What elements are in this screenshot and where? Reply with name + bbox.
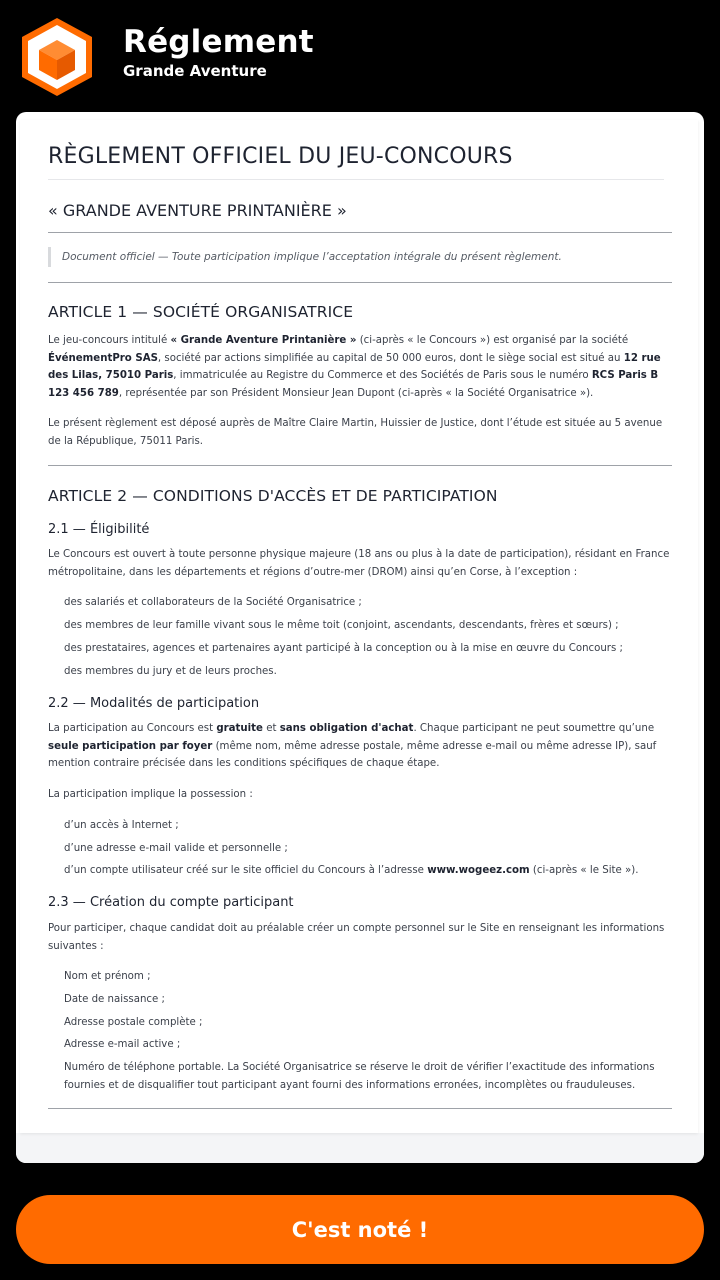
divider: [48, 179, 664, 180]
section-2-1-paragraph: Le Concours est ouvert à toute personne physique majeure (18 ans ou plus à la date de participation), résidant en France métropolitaine, dans les départements et régions d’outre-mer (DROM) ainsi qu’en Corse, à l’exception :: [48, 549, 670, 578]
list-item: des salariés et collaborateurs de la Société Organisatrice ;: [64, 597, 362, 608]
app-title: Réglement: [123, 24, 314, 60]
list-item: des membres de leur famille vivant sous le même toit (conjoint, ascendants, descendants, frères et sœurs) ;: [64, 620, 619, 631]
list-item: Date de naissance ;: [64, 994, 165, 1005]
section-2-2-title: 2.2 — Modalités de participation: [48, 696, 260, 711]
rules-scroll-area[interactable]: [20, 120, 698, 1133]
list-item: d’un compte utilisateur créé sur le site officiel du Concours à l’adresse www.wogeez.com (ci-après « le Site »).: [64, 865, 639, 876]
article-1-paragraph-1: Le jeu-concours intitulé « Grande Aventure Printanière » (ci-après « le Concours ») est organisé par la société ÉvénementPro SAS, société par actions simplifiée au capital de 50 000 euros, dont le siège social est situé au 12 rue des Lilas, 75010 Paris, immatriculée au Registre du Commerce et des Sociétés de Paris sous le numéro RCS Paris B 123 456 789, représentée par son Président Monsieur Jean Dupont (ci-après « la Société Organisatrice »).: [48, 335, 661, 399]
list-item: Numéro de téléphone portable. La Société Organisatrice se réserve le droit de vérifier l’exactitude des informations fournies et de disqualifier tout participant ayant fourni des informations erronées, incomplètes ou frauduleuses.: [64, 1062, 655, 1091]
divider: [48, 1108, 672, 1109]
list-item: Adresse e-mail active ;: [64, 1039, 181, 1050]
divider: [48, 282, 672, 283]
section-2-3-paragraph: Pour participer, chaque candidat doit au préalable créer un compte personnel sur le Site en renseignant les informations suivantes :: [48, 923, 665, 952]
list-item: des membres du jury et de leurs proches.: [64, 666, 277, 677]
article-1-paragraph-2: Le présent règlement est déposé auprès de Maître Claire Martin, Huissier de Justice, dont l’étude est située au 5 avenue de la République, 75011 Paris.: [48, 418, 663, 447]
document-subtitle: « GRANDE AVENTURE PRINTANIÈRE »: [48, 201, 347, 220]
app-subtitle: Grande Aventure: [123, 62, 267, 80]
list-item: Nom et prénom ;: [64, 971, 151, 982]
article-2-title: ARTICLE 2 — CONDITIONS D'ACCÈS ET DE PARTICIPATION: [48, 487, 498, 505]
rules-card: [16, 112, 704, 1163]
official-notice: Document officiel — Toute participation implique l’acceptation intégrale du présent règlement.: [48, 247, 682, 267]
cube-logo-icon: [20, 16, 94, 98]
section-2-1-title: 2.1 — Éligibilité: [48, 522, 150, 537]
section-2-3-title: 2.3 — Création du compte participant: [48, 895, 294, 910]
card-footer-area: [16, 1133, 704, 1163]
document-title: RÈGLEMENT OFFICIEL DU JEU-CONCOURS: [48, 144, 513, 169]
section-2-2-paragraph-1: La participation au Concours est gratuite et sans obligation d'achat. Chaque participant ne peut soumettre qu’une seule participation par foyer (même nom, même adresse postale, même adresse e-mail ou même adresse IP), sauf mention contraire précisée dans les conditions spécifiques de chaque étape.: [48, 723, 657, 770]
list-item: des prestataires, agences et partenaires ayant participé à la conception ou à la mise en œuvre du Concours ;: [64, 643, 623, 654]
site-link[interactable]: www.wogeez.com: [427, 865, 530, 876]
app-header: [0, 0, 720, 112]
list-item: Adresse postale complète ;: [64, 1017, 203, 1028]
list-item: d’une adresse e-mail valide et personnelle ;: [64, 843, 288, 854]
acknowledge-button[interactable]: C'est noté !: [16, 1195, 704, 1264]
section-2-2-paragraph-2: La participation implique la possession :: [48, 789, 253, 800]
article-1-title: ARTICLE 1 — SOCIÉTÉ ORGANISATRICE: [48, 303, 354, 321]
divider: [48, 232, 672, 233]
divider: [48, 465, 672, 466]
list-item: d’un accès à Internet ;: [64, 820, 179, 831]
